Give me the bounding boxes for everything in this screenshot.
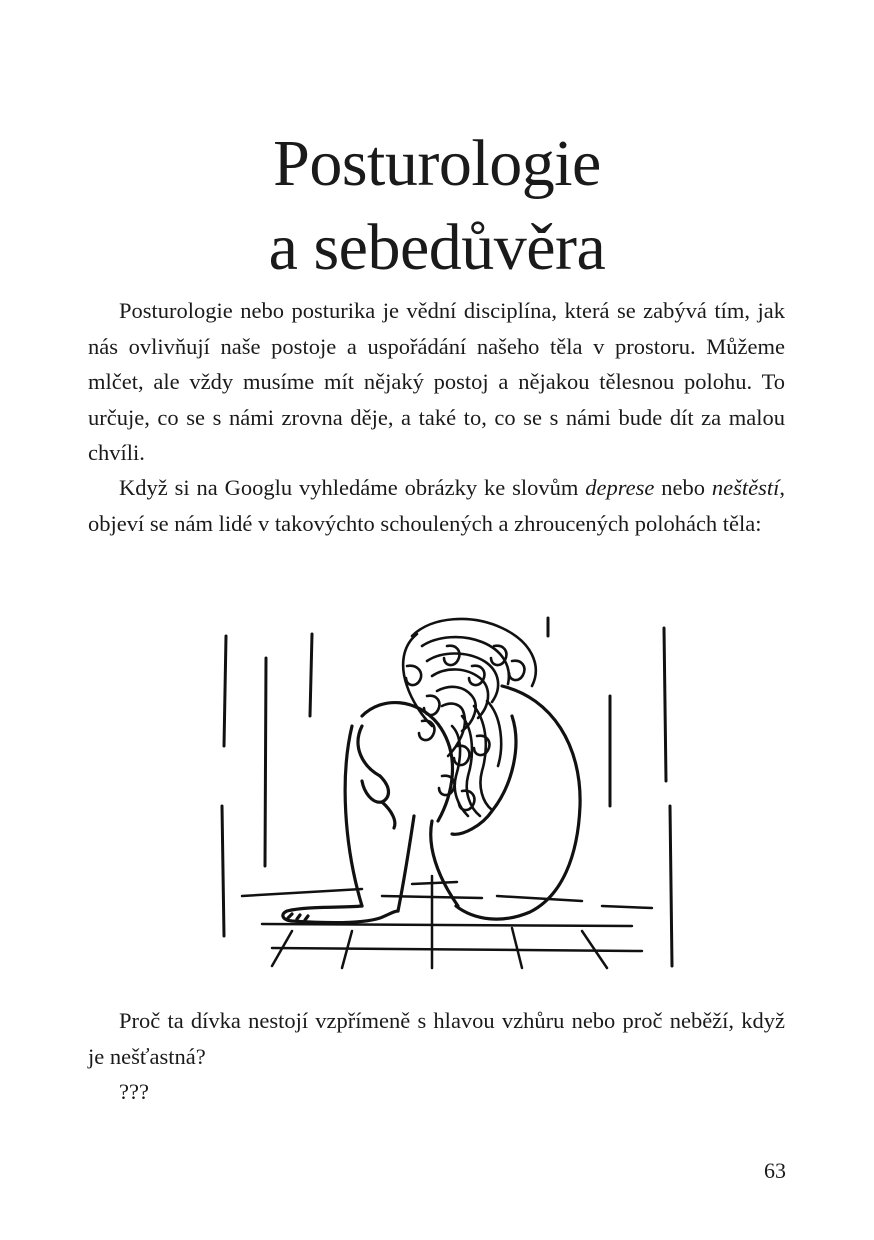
paragraph-question xyxy=(88,1003,785,1110)
p2-end: , objeví se nám lidé v takovýchto schoulených a zhroucených polohách těla: xyxy=(88,475,785,536)
crouching-girl-illustration-icon xyxy=(212,606,682,976)
emphasis-deprese: deprese xyxy=(585,475,655,500)
p2-start: Když si na Googlu vyhledáme obrázky ke slovům xyxy=(119,475,586,500)
paragraph-4: ??? xyxy=(119,1079,149,1104)
paragraph-2 xyxy=(88,470,785,541)
page-number: 63 xyxy=(764,1158,786,1183)
paragraph-1: Posturologie nebo posturika je vědní disciplína, která se zabývá tím, jak nás ovlivňují naše postoje a uspořádání našeho těla v prostoru. Můžeme mlčet, ale vždy musíme mít nějaký postoj a nějakou tělesnou polohu. To určuje, co se s námi zrovna děje, a také to, co se s námi bude dít za malou chvíli. xyxy=(88,298,785,465)
paragraph-intro xyxy=(88,293,785,471)
paragraph-google xyxy=(88,470,785,541)
p2-mid: nebo xyxy=(654,475,712,500)
title-line-2: a sebedůvěra xyxy=(268,211,606,285)
paragraph-3: Proč ta dívka nestojí vzpřímeně s hlavou vzhůru nebo proč neběží, když je nešťastná? xyxy=(88,1008,785,1069)
title-line-1: Posturologie xyxy=(273,127,601,201)
emphasis-nestesti: neštěstí xyxy=(711,475,780,500)
page-title xyxy=(0,122,874,290)
